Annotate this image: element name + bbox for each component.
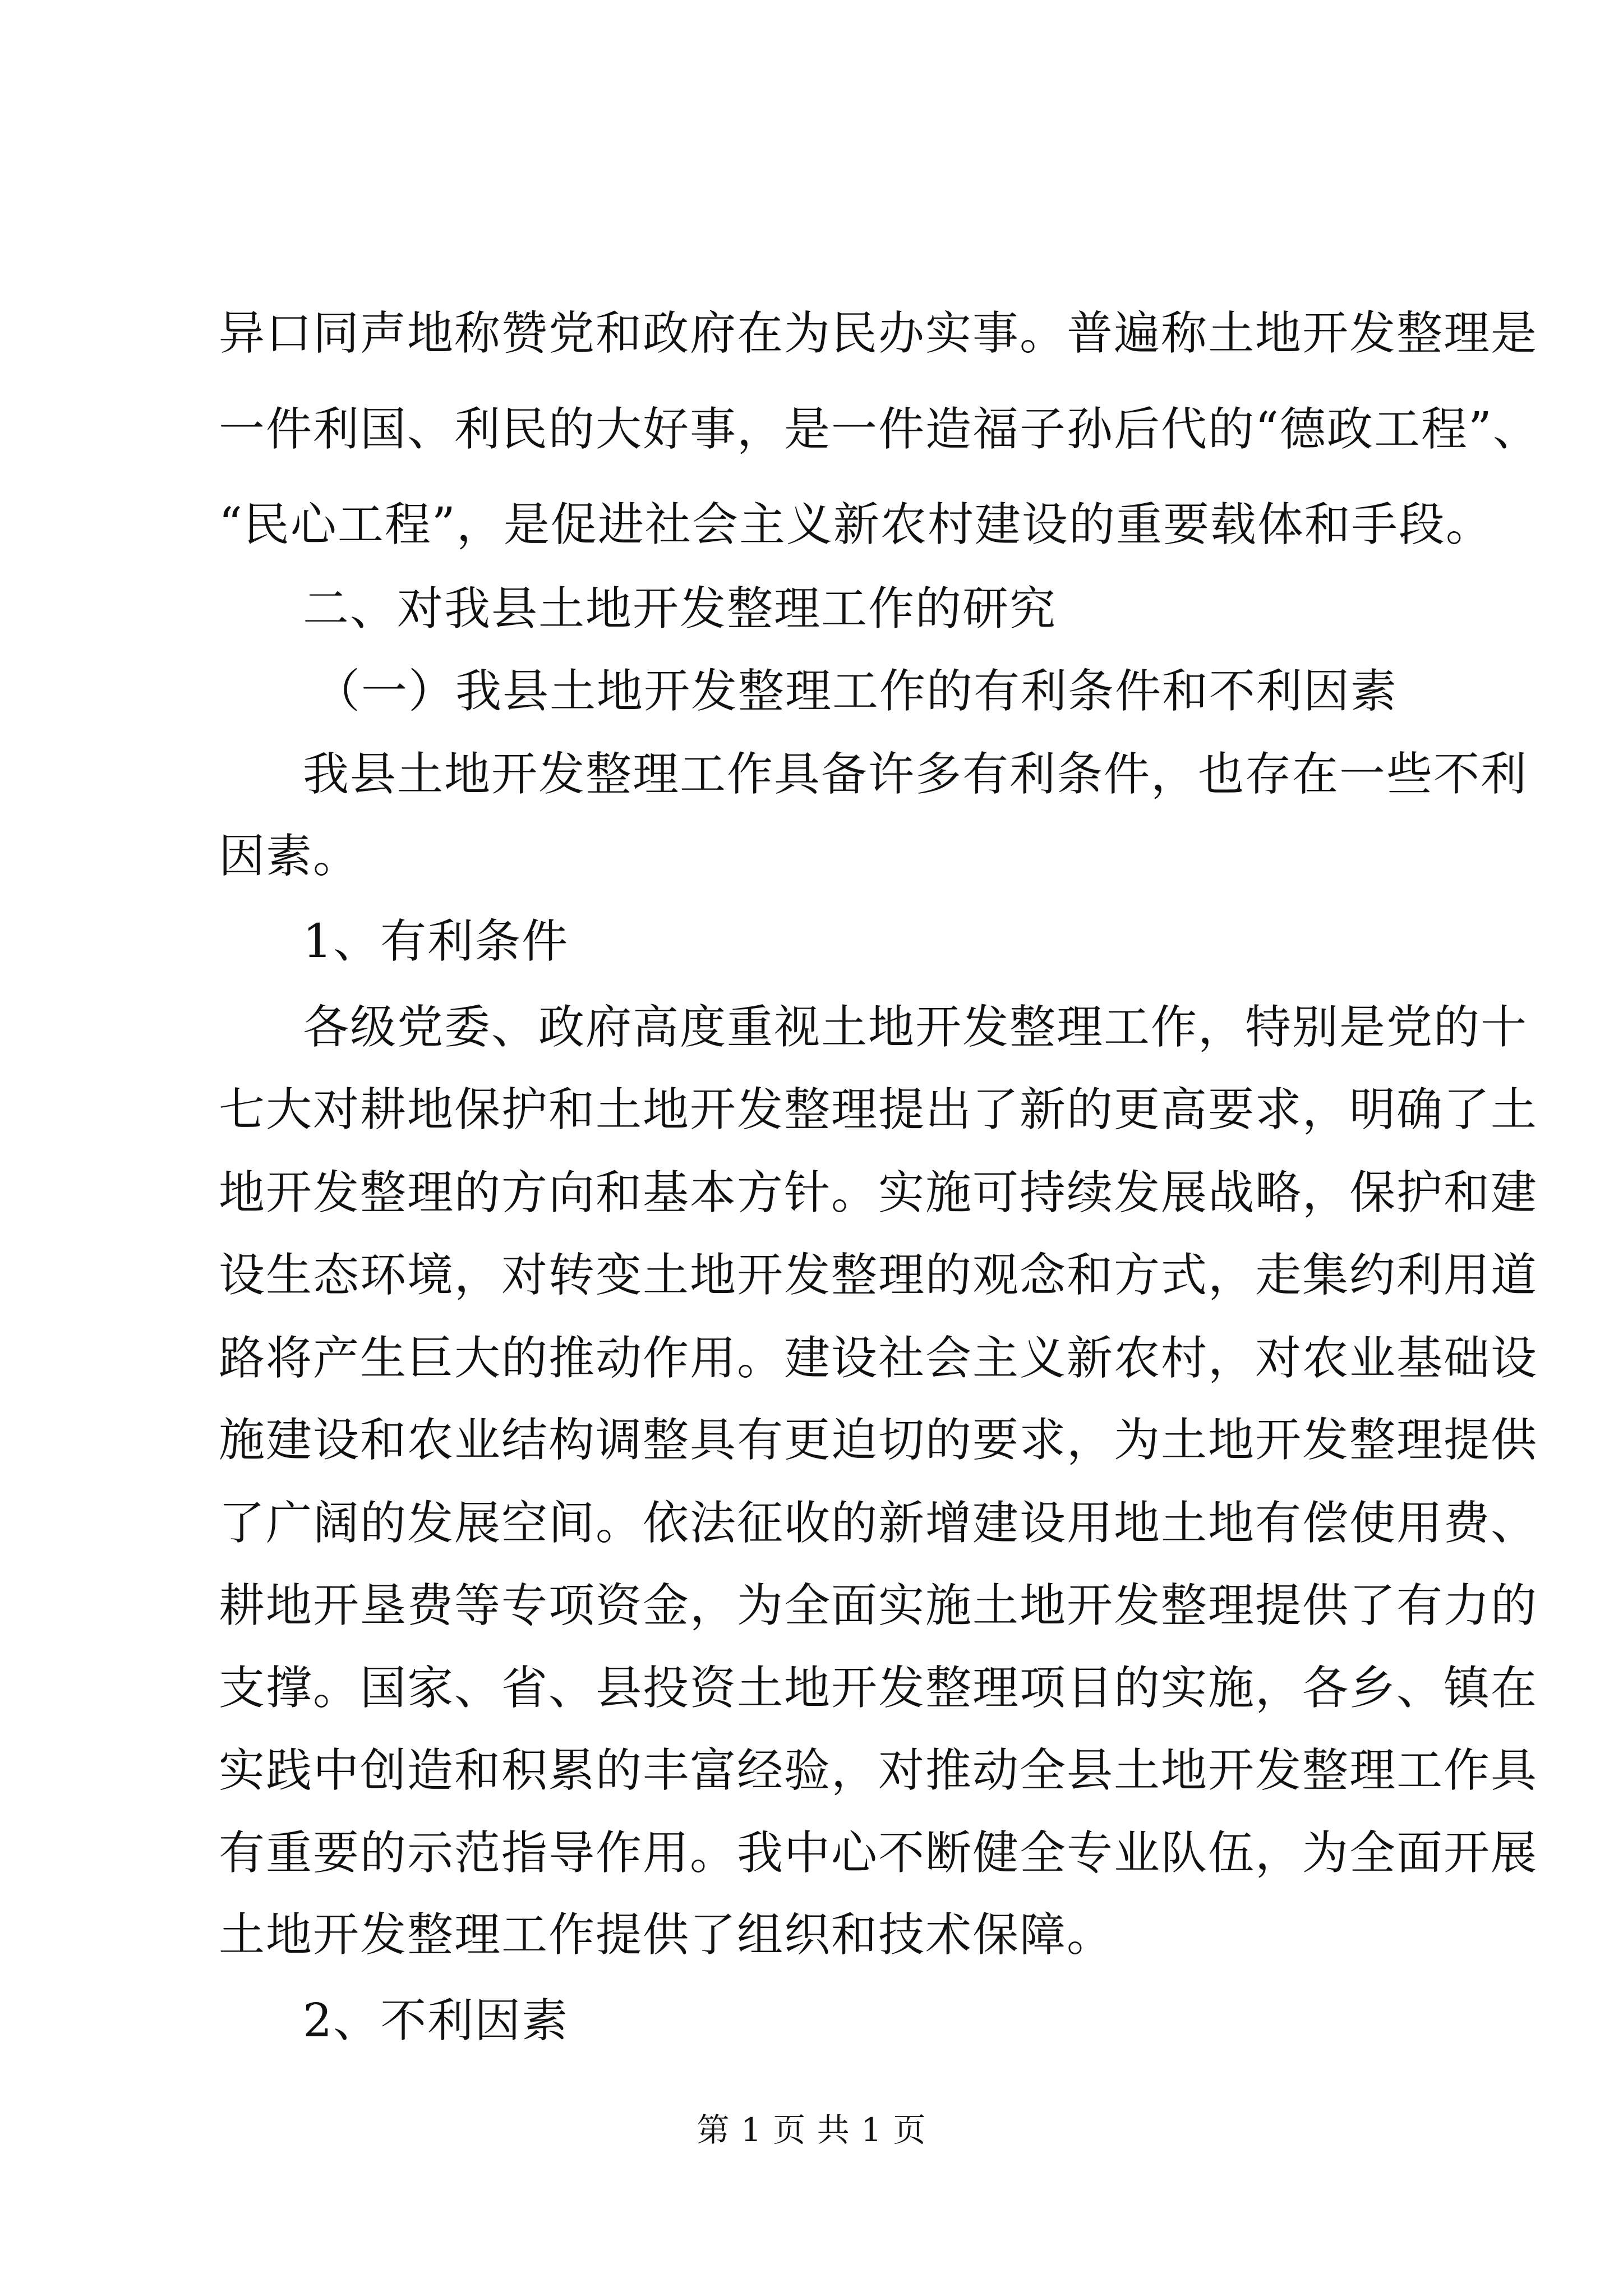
paragraph-line: 各级党委、政府高度重视土地开发整理工作，特别是党的十 (303, 1001, 1528, 1054)
paragraph-line: 一件利国、利民的大好事，是一件造福子孙后代的“德政工程”、 (219, 403, 1540, 456)
page-footer: 第 1 页 共 1 页 (697, 2111, 926, 2149)
paragraph-line: 地开发整理的方向和基本方针。实施可持续发展战略，保护和建 (219, 1166, 1538, 1220)
paragraph-line: 施建设和农业结构调整具有更迫切的要求，为土地开发整理提供 (219, 1414, 1538, 1467)
paragraph-line: 因素。 (219, 830, 361, 883)
paragraph-line: 路将产生巨大的推动作用。建设社会主义新农村，对农业基础设 (219, 1332, 1538, 1385)
paragraph-line: 土地开发整理工作提供了组织和技术保障。 (219, 1908, 1114, 1962)
list-heading: 1、有利条件 (303, 915, 569, 968)
section-heading: 二、对我县土地开发整理工作的研究 (303, 582, 1057, 636)
paragraph-line: “民心工程”，是促进社会主义新农村建设的重要载体和手段。 (219, 498, 1493, 551)
subsection-heading: （一）我县土地开发整理工作的有利条件和不利因素 (314, 665, 1398, 718)
paragraph-line: 设生态环境，对转变土地开发整理的观念和方式，走集约利用道 (219, 1249, 1538, 1302)
paragraph-line: 耕地开垦费等专项资金，为全面实施土地开发整理提供了有力的 (219, 1579, 1538, 1632)
paragraph-line: 七大对耕地保护和土地开发整理提出了新的更高要求，明确了土 (219, 1083, 1538, 1137)
paragraph-line: 有重要的示范指导作用。我中心不断健全专业队伍，为全面开展 (219, 1826, 1538, 1880)
list-heading: 2、不利因素 (303, 1994, 569, 2047)
paragraph-line: 异口同声地称赞党和政府在为民办实事。普遍称土地开发整理是 (219, 307, 1538, 360)
paragraph-line: 我县土地开发整理工作具备许多有利条件，也存在一些不利 (303, 748, 1528, 801)
paragraph-line: 实践中创造和积累的丰富经验，对推动全县土地开发整理工作具 (219, 1744, 1538, 1797)
paragraph-line: 了广阔的发展空间。依法征收的新增建设用地土地有偿使用费、 (219, 1497, 1538, 1550)
paragraph-line: 支撑。国家、省、县投资土地开发整理项目的实施，各乡、镇在 (219, 1662, 1538, 1715)
